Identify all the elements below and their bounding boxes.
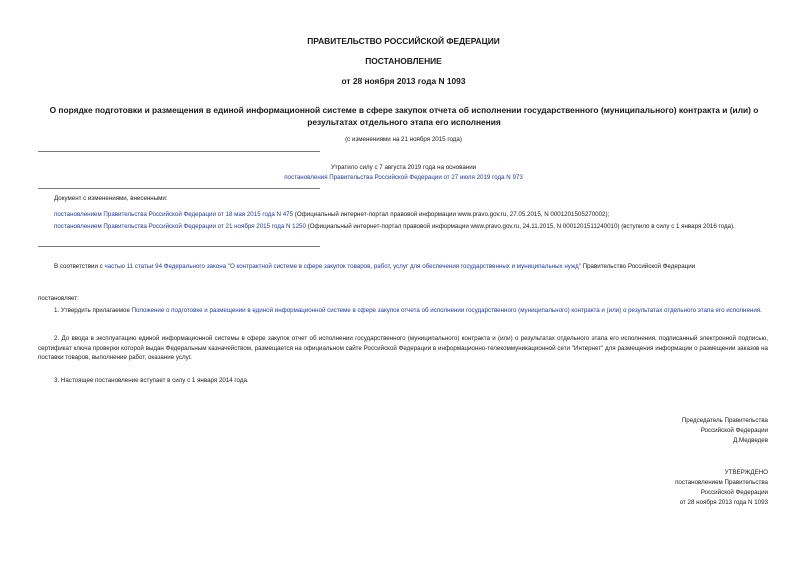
change-decree-link-475[interactable]: постановлением Правительства Российской Федерации от 18 мая 2015 года N 475 [54, 211, 294, 218]
decree-item-3: 3. Настоящее постановление вступает в силу с 1 января 2014 года. [54, 377, 249, 384]
change-decree-link-1250[interactable]: постановлением Правительства Российской Федерации от 21 ноября 2015 года N 1250 [54, 223, 306, 230]
signature-line-1: Председатель Правительства [681, 417, 768, 424]
decree-item-1-start: 1. Утвердить прилагаемое [54, 307, 132, 314]
approved-date-number: от 28 ноября 2013 года N 1093 [679, 499, 768, 506]
approved-line-2: постановлением Правительства [675, 479, 768, 486]
separator-line [38, 188, 320, 189]
change-item-2 [38, 222, 768, 232]
document-type: ПОСТАНОВЛЕНИЕ [365, 56, 442, 66]
preamble-start: В соответствии с [54, 263, 105, 270]
issuer-heading: ПРАВИТЕЛЬСТВО РОССИЙСКОЙ ФЕДЕРАЦИИ [307, 36, 500, 46]
decree-item-2: 2. До ввода в эксплуатацию единой информационной системы в сфере закупок отчет об исполнении государственного (муниципального) контракта и (или) о результатах отдельного этапа его исполнения, подписанный электронной подписью, сертификат ключа проверки которой выдан Федеральным казначейством, размещается на официальном сайте Российской Федерации в информационно-телекоммуникационной сети "Интернет" для размещения информации о размещении заказов на поставки товаров, выполнение работ, оказание услуг. [38, 335, 768, 362]
regulation-link[interactable]: Положение о подготовке и размещении в единой информационной системе в сфере закупок отчета об исполнении государственного (муниципального) контракта и (или) о результатах отдельного этапа его исполнения [131, 307, 761, 314]
document-title: О порядке подготовки и размещения в единой информационной системе в сфере закупок отчета об исполнении государственного (муниципального) контракта и (или) о результатах отдельного этапа его исполнения [49, 105, 759, 127]
preamble-paragraph [38, 262, 768, 272]
expired-decree-link[interactable]: постановления Правительства Российской Федерации от 27 июля 2019 года N 973 [284, 174, 523, 181]
expired-notice: Утратило силу с 7 августа 2019 года на основании [330, 164, 477, 171]
signatory-name: Д.Медведев [733, 437, 768, 444]
decree-item-1-end: . [760, 307, 762, 314]
changes-intro: Документ с изменениями, внесенными: [54, 195, 168, 202]
change-item-1-text: (Официальный интернет-портал правовой информации www.pravo.gov.ru, 27.05.2015, N 0001201505270002); [293, 211, 610, 218]
amendments-note: (с изменениями на 21 ноября 2015 года) [345, 136, 462, 143]
decree-item-1 [38, 306, 768, 316]
document-date-number: от 28 ноября 2013 года N 1093 [341, 76, 466, 86]
separator-line [38, 246, 320, 247]
change-item-1 [38, 210, 768, 220]
signature-line-2: Российской Федерации [700, 427, 768, 434]
preamble-end: Правительство Российской Федерации [580, 263, 696, 270]
approved-line-3: Российской Федерации [700, 489, 768, 496]
change-item-2-text: (Официальный интернет-портал правовой информации www.pravo.gov.ru, 24.11.2015, N 0001201511240010) (вступило в силу с 1 января 2016 года). [305, 223, 735, 230]
federal-law-link[interactable]: частью 11 статьи 94 Федерального закона "О контрактной системе в сфере закупок товаров, работ, услуг для обеспечения государственных и муниципальных нужд" [104, 263, 581, 270]
separator-line [38, 151, 320, 152]
approved-heading: УТВЕРЖДЕНО [724, 469, 768, 476]
decrees-label: постановляет: [38, 295, 79, 302]
